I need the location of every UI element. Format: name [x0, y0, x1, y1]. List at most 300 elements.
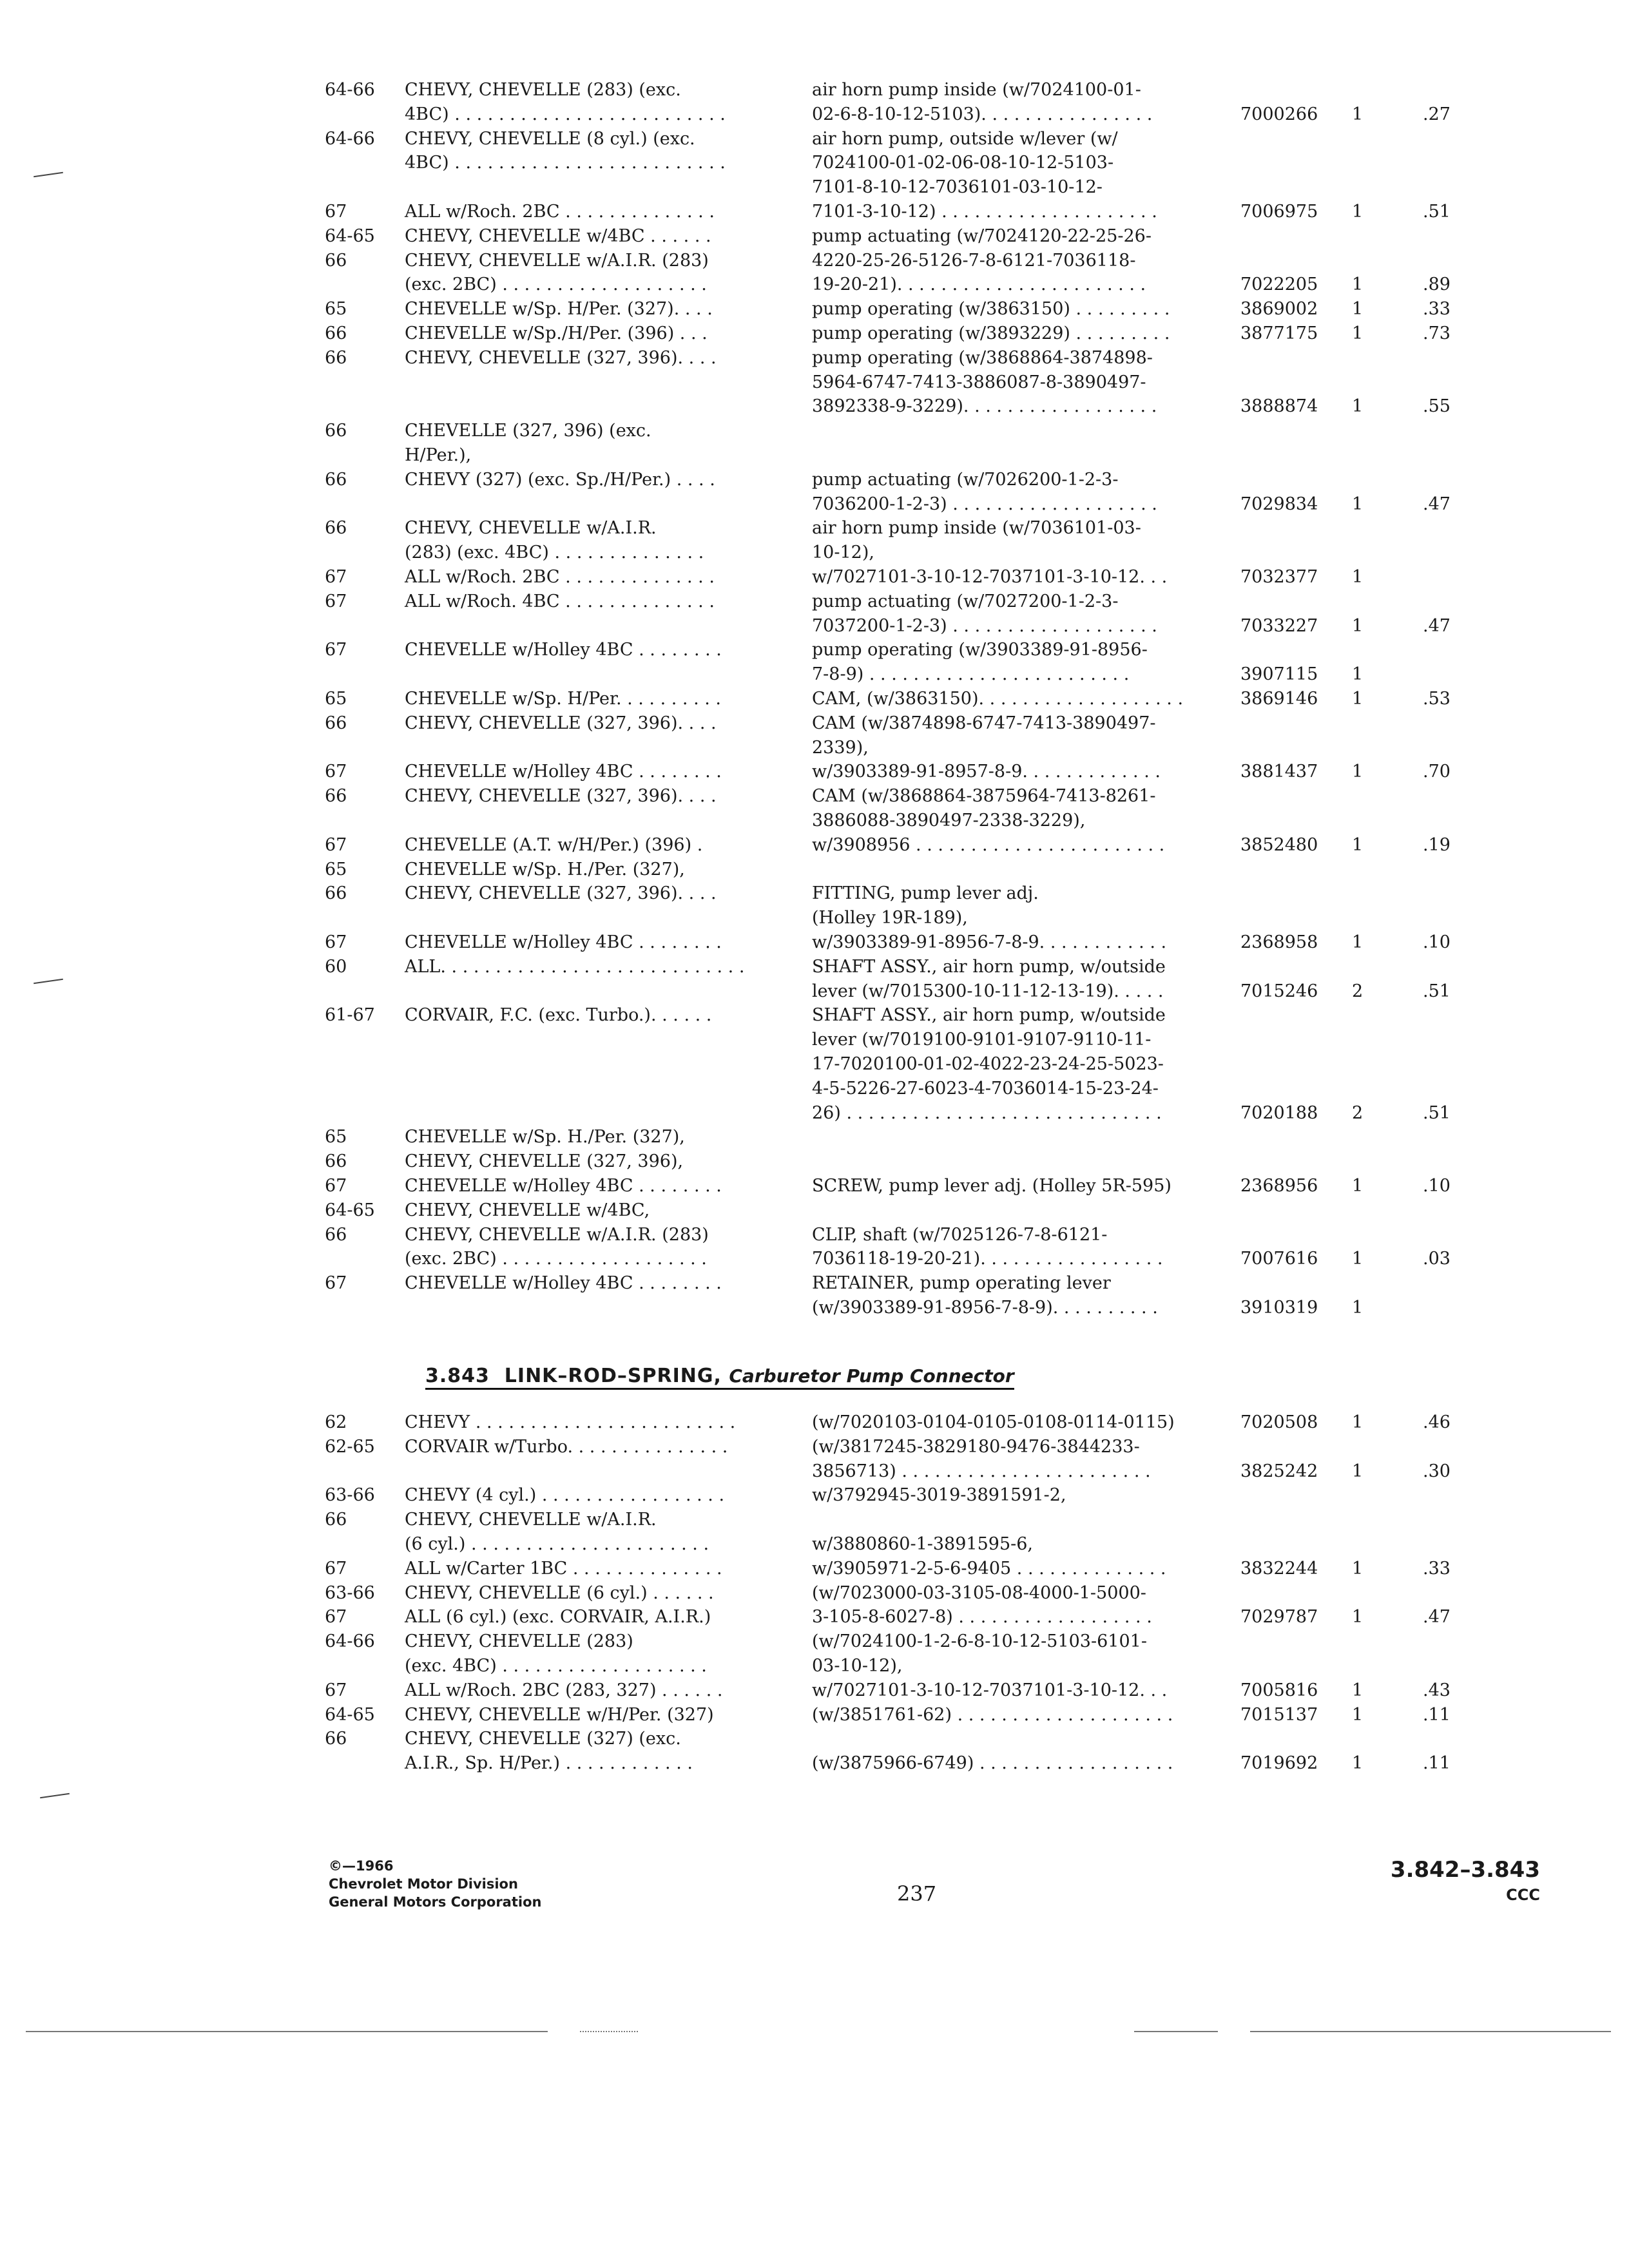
- description-cell: w/3908956 . . . . . . . . . . . . . . . . . . . . . . .: [812, 834, 1165, 855]
- table-row: [0, 1053, 1629, 1076]
- quantity-cell: 1: [1352, 494, 1364, 514]
- price-cell: .47: [1423, 494, 1451, 514]
- description-cell: 19-20-21). . . . . . . . . . . . . . . . . . . . . . .: [812, 274, 1146, 295]
- table-row: [0, 882, 1629, 905]
- model-cell: (exc. 2BC) . . . . . . . . . . . . . . . . . . .: [405, 1249, 707, 1269]
- year-cell: 67: [325, 640, 347, 660]
- model-cell: CHEVELLE (A.T. w/H/Per.) (396) .: [405, 834, 703, 855]
- year-cell: 67: [325, 762, 347, 782]
- table-row: [0, 1126, 1629, 1149]
- year-cell: 67: [325, 1176, 347, 1196]
- year-cell: 66: [325, 713, 347, 733]
- description-cell: air horn pump inside (w/7024100-01-: [812, 80, 1141, 100]
- model-cell: (exc. 2BC) . . . . . . . . . . . . . . . . . . .: [405, 274, 707, 295]
- page-number: 237: [897, 1881, 937, 1906]
- table-row: [0, 760, 1629, 783]
- quantity-cell: 2: [1352, 981, 1364, 1001]
- table-row: [0, 1508, 1629, 1532]
- year-cell: 66: [325, 323, 347, 343]
- description-cell: w/3903389-91-8957-8-9. . . . . . . . . . . . .: [812, 762, 1161, 782]
- quantity-cell: 1: [1352, 1412, 1364, 1432]
- price-cell: .43: [1423, 1680, 1451, 1700]
- model-cell: CHEVY (4 cyl.) . . . . . . . . . . . . . . . . .: [405, 1485, 725, 1506]
- part-number-cell: 7015246: [1240, 981, 1318, 1001]
- table-row: [0, 1077, 1629, 1100]
- description-cell: lever (w/7015300-10-11-12-13-19). . . . .: [812, 981, 1164, 1001]
- quantity-cell: 1: [1352, 202, 1364, 222]
- price-cell: .19: [1423, 834, 1451, 855]
- description-cell: 17-7020100-01-02-4022-23-24-25-5023-: [812, 1054, 1164, 1074]
- year-cell: 60: [325, 956, 347, 977]
- model-cell: CHEVY, CHEVELLE w/4BC,: [405, 1200, 650, 1220]
- description-cell: 3856713) . . . . . . . . . . . . . . . . . . . . . . .: [812, 1461, 1151, 1481]
- part-number-cell: 7029834: [1240, 494, 1318, 514]
- year-cell: 67: [325, 1558, 347, 1579]
- description-cell: 4-5-5226-27-6023-4-7036014-15-23-24-: [812, 1078, 1159, 1099]
- year-cell: 67: [325, 834, 347, 855]
- description-cell: air horn pump, outside w/lever (w/: [812, 128, 1118, 149]
- part-number-cell: 3910319: [1240, 1298, 1318, 1318]
- description-cell: 5964-6747-7413-3886087-8-3890497-: [812, 372, 1146, 392]
- price-cell: .10: [1423, 932, 1451, 952]
- quantity-cell: 1: [1352, 932, 1364, 952]
- table-row: [0, 931, 1629, 954]
- table-row: [0, 1004, 1629, 1027]
- model-cell: CHEVY, CHEVELLE w/A.I.R. (283): [405, 1224, 709, 1245]
- model-cell: CHEVELLE w/Sp. H/Per. (327). . . .: [405, 299, 713, 320]
- model-cell: CHEVELLE w/Holley 4BC . . . . . . . .: [405, 1176, 722, 1196]
- description-cell: 7037200-1-2-3) . . . . . . . . . . . . . . . . . . .: [812, 615, 1157, 636]
- quantity-cell: 1: [1352, 689, 1364, 709]
- model-cell: CHEVY, CHEVELLE (8 cyl.) (exc.: [405, 128, 695, 149]
- model-cell: CHEVELLE w/Sp./H/Per. (396) . . .: [405, 323, 708, 343]
- quantity-cell: 1: [1352, 834, 1364, 855]
- description-cell: 7036200-1-2-3) . . . . . . . . . . . . . . . . . . .: [812, 494, 1157, 514]
- table-row: [0, 1028, 1629, 1052]
- model-cell: CHEVY, CHEVELLE w/H/Per. (327): [405, 1704, 714, 1725]
- table-row: [0, 1752, 1629, 1775]
- model-cell: ALL. . . . . . . . . . . . . . . . . . . . . . . . . . . .: [405, 956, 745, 977]
- description-cell: w/3905971-2-5-6-9405 . . . . . . . . . . . . . .: [812, 1558, 1166, 1579]
- description-cell: (Holley 19R-189),: [812, 908, 968, 928]
- price-cell: .51: [1423, 1102, 1451, 1123]
- table-row: [0, 151, 1629, 175]
- price-cell: .70: [1423, 762, 1451, 782]
- year-cell: 67: [325, 202, 347, 222]
- model-cell: CHEVELLE w/Sp. H./Per. (327),: [405, 1127, 685, 1148]
- price-cell: .55: [1423, 396, 1451, 417]
- table-row: [0, 1679, 1629, 1702]
- model-cell: CHEVY, CHEVELLE (6 cyl.) . . . . . .: [405, 1582, 714, 1603]
- model-cell: CORVAIR w/Turbo. . . . . . . . . . . . . . .: [405, 1436, 728, 1457]
- part-number-cell: 3888874: [1240, 396, 1318, 417]
- model-cell: ALL w/Roch. 2BC . . . . . . . . . . . . . .: [405, 567, 715, 587]
- year-cell: 64-65: [325, 226, 375, 246]
- model-cell: 4BC) . . . . . . . . . . . . . . . . . . . . . . . . .: [405, 104, 726, 124]
- description-cell: (w/7023000-03-3105-08-4000-1-5000-: [812, 1582, 1146, 1603]
- description-cell: pump actuating (w/7026200-1-2-3-: [812, 469, 1119, 490]
- description-cell: pump operating (w/3863150) . . . . . . . . .: [812, 299, 1170, 320]
- year-cell: 64-65: [325, 1200, 375, 1220]
- year-cell: 61-67: [325, 1005, 375, 1026]
- description-cell: 03-10-12),: [812, 1656, 903, 1676]
- quantity-cell: 1: [1352, 1753, 1364, 1774]
- year-cell: 65: [325, 299, 347, 320]
- table-row: [0, 298, 1629, 321]
- description-cell: 7036118-19-20-21). . . . . . . . . . . . . . . . .: [812, 1249, 1163, 1269]
- description-cell: air horn pump inside (w/7036101-03-: [812, 518, 1141, 539]
- table-row: [0, 419, 1629, 443]
- model-cell: CORVAIR, F.C. (exc. Turbo.). . . . . .: [405, 1005, 712, 1026]
- year-cell: 67: [325, 1680, 347, 1700]
- quantity-cell: 1: [1352, 1558, 1364, 1579]
- description-cell: CAM (w/3868864-3875964-7413-8261-: [812, 786, 1156, 807]
- part-number-cell: 3869002: [1240, 299, 1318, 320]
- price-cell: .33: [1423, 1558, 1451, 1579]
- description-cell: 7-8-9) . . . . . . . . . . . . . . . . . . . . . . . .: [812, 664, 1130, 685]
- model-cell: CHEVY, CHEVELLE w/A.I.R.: [405, 518, 657, 539]
- table-row: [0, 1102, 1629, 1125]
- table-row: [0, 1533, 1629, 1556]
- description-cell: CAM, (w/3863150). . . . . . . . . . . . . . . . . . .: [812, 689, 1184, 709]
- description-cell: 2339),: [812, 737, 869, 758]
- table-row: [0, 444, 1629, 467]
- table-row: [0, 103, 1629, 126]
- description-cell: (w/3903389-91-8956-7-8-9). . . . . . . . . .: [812, 1298, 1158, 1318]
- bottom-rule: [580, 2031, 638, 2032]
- table-row: [0, 1150, 1629, 1173]
- description-cell: 7024100-01-02-06-08-10-12-5103-: [812, 153, 1114, 173]
- year-cell: 62-65: [325, 1436, 375, 1457]
- division-name: Chevrolet Motor Division: [329, 1876, 518, 1892]
- price-cell: .27: [1423, 104, 1451, 124]
- quantity-cell: 1: [1352, 1249, 1364, 1269]
- quantity-cell: 1: [1352, 323, 1364, 343]
- table-row: [0, 736, 1629, 760]
- description-cell: 3886088-3890497-2338-3229),: [812, 811, 1086, 831]
- year-cell: 66: [325, 250, 347, 271]
- table-row: [0, 517, 1629, 540]
- part-number-cell: 7022205: [1240, 274, 1318, 295]
- quantity-cell: 2: [1352, 1102, 1364, 1123]
- table-row: [0, 1582, 1629, 1605]
- description-cell: 7101-8-10-12-7036101-03-10-12-: [812, 177, 1103, 198]
- price-cell: .10: [1423, 1176, 1451, 1196]
- section-range: 3.842–3.843: [1390, 1857, 1540, 1883]
- year-cell: 67: [325, 1607, 347, 1628]
- quantity-cell: 1: [1352, 1704, 1364, 1725]
- price-cell: .03: [1423, 1249, 1451, 1269]
- price-cell: .33: [1423, 299, 1451, 320]
- table-row: [0, 1606, 1629, 1629]
- part-number-cell: 7029787: [1240, 1607, 1318, 1628]
- table-row: [0, 1704, 1629, 1727]
- year-cell: 64-66: [325, 128, 375, 149]
- quantity-cell: 1: [1352, 615, 1364, 636]
- year-cell: 64-66: [325, 1631, 375, 1652]
- part-number-cell: 3825242: [1240, 1461, 1318, 1481]
- catalog-code: CCC: [1506, 1886, 1540, 1904]
- part-number-cell: 7005816: [1240, 1680, 1318, 1700]
- model-cell: CHEVELLE w/Holley 4BC . . . . . . . .: [405, 1273, 722, 1294]
- model-cell: (283) (exc. 4BC) . . . . . . . . . . . . . .: [405, 543, 704, 563]
- table-row: [0, 566, 1629, 589]
- description-cell: SHAFT ASSY., air horn pump, w/outside: [812, 1005, 1166, 1026]
- model-cell: CHEVELLE w/Holley 4BC . . . . . . . .: [405, 640, 722, 660]
- year-cell: 65: [325, 1127, 347, 1148]
- table-row: [0, 273, 1629, 296]
- description-cell: w/7027101-3-10-12-7037101-3-10-12. . .: [812, 1680, 1168, 1700]
- description-cell: pump operating (w/3893229) . . . . . . . . .: [812, 323, 1170, 343]
- model-cell: CHEVY, CHEVELLE (327) (exc.: [405, 1729, 681, 1749]
- bottom-rule: [1250, 2031, 1611, 2032]
- model-cell: CHEVY, CHEVELLE w/A.I.R.: [405, 1510, 657, 1530]
- model-cell: CHEVY . . . . . . . . . . . . . . . . . . . . . . . .: [405, 1412, 736, 1432]
- table-row: [0, 956, 1629, 979]
- quantity-cell: 1: [1352, 299, 1364, 320]
- model-cell: ALL (6 cyl.) (exc. CORVAIR, A.I.R.): [405, 1607, 711, 1628]
- table-row: [0, 371, 1629, 394]
- quantity-cell: 1: [1352, 1298, 1364, 1318]
- table-row: [0, 1272, 1629, 1295]
- price-cell: .89: [1423, 274, 1451, 295]
- table-row: [0, 1175, 1629, 1198]
- table-row: [0, 639, 1629, 662]
- description-cell: 26) . . . . . . . . . . . . . . . . . . . . . . . . . . . . .: [812, 1102, 1162, 1123]
- model-cell: CHEVY, CHEVELLE (327, 396). . . .: [405, 347, 717, 368]
- model-cell: CHEVY, CHEVELLE (283): [405, 1631, 633, 1652]
- description-cell: SCREW, pump lever adj. (Holley 5R-595): [812, 1176, 1171, 1196]
- year-cell: 67: [325, 591, 347, 611]
- description-cell: 4220-25-26-5126-7-8-6121-7036118-: [812, 250, 1136, 271]
- part-number-cell: 7033227: [1240, 615, 1318, 636]
- table-row: [0, 249, 1629, 273]
- year-cell: 64-66: [325, 80, 375, 100]
- table-row: [0, 225, 1629, 248]
- bottom-rule: [1134, 2031, 1218, 2032]
- description-cell: (w/3875966-6749) . . . . . . . . . . . . . . . . . .: [812, 1753, 1173, 1774]
- table-row: [0, 1655, 1629, 1678]
- year-cell: 66: [325, 518, 347, 539]
- part-number-cell: 7015137: [1240, 1704, 1318, 1725]
- part-number-cell: 3832244: [1240, 1558, 1318, 1579]
- description-cell: w/3903389-91-8956-7-8-9. . . . . . . . . . . .: [812, 932, 1167, 952]
- table-row: [0, 200, 1629, 224]
- model-cell: (exc. 4BC) . . . . . . . . . . . . . . . . . . .: [405, 1656, 707, 1676]
- description-cell: pump actuating (w/7024120-22-25-26-: [812, 226, 1152, 246]
- table-row: [0, 176, 1629, 199]
- part-number-cell: 7000266: [1240, 104, 1318, 124]
- table-row: [0, 1557, 1629, 1581]
- table-row: [0, 1224, 1629, 1247]
- table-row: [0, 615, 1629, 638]
- part-number-cell: 7020508: [1240, 1412, 1318, 1432]
- model-cell: 4BC) . . . . . . . . . . . . . . . . . . . . . . . . .: [405, 153, 726, 173]
- model-cell: CHEVY, CHEVELLE (327, 396). . . .: [405, 713, 717, 733]
- table-row: [0, 347, 1629, 370]
- year-cell: 66: [325, 1151, 347, 1172]
- table-row: [0, 1727, 1629, 1751]
- table-row: [0, 809, 1629, 832]
- table-row: [0, 1630, 1629, 1653]
- table-row: [0, 1411, 1629, 1434]
- model-cell: CHEVY, CHEVELLE w/A.I.R. (283): [405, 250, 709, 271]
- model-cell: CHEVY, CHEVELLE (327, 396). . . .: [405, 883, 717, 904]
- section-number: 3.843: [425, 1365, 490, 1387]
- year-cell: 65: [325, 689, 347, 709]
- price-cell: .51: [1423, 981, 1451, 1001]
- part-number-cell: 3852480: [1240, 834, 1318, 855]
- model-cell: ALL w/Roch. 2BC (283, 327) . . . . . .: [405, 1680, 723, 1700]
- table-row: [0, 858, 1629, 881]
- year-cell: 66: [325, 883, 347, 904]
- description-cell: pump operating (w/3868864-3874898-: [812, 347, 1153, 368]
- part-number-cell: 7007616: [1240, 1249, 1318, 1269]
- year-cell: 65: [325, 859, 347, 879]
- part-number-cell: 7020188: [1240, 1102, 1318, 1123]
- table-row: [0, 1199, 1629, 1222]
- year-cell: 67: [325, 932, 347, 952]
- description-cell: pump operating (w/3903389-91-8956-: [812, 640, 1148, 660]
- description-cell: (w/3817245-3829180-9476-3844233-: [812, 1436, 1140, 1457]
- description-cell: (w/7020103-0104-0105-0108-0114-0115): [812, 1412, 1175, 1432]
- year-cell: 66: [325, 1510, 347, 1530]
- quantity-cell: 1: [1352, 1461, 1364, 1481]
- model-cell: CHEVELLE w/Holley 4BC . . . . . . . .: [405, 762, 722, 782]
- model-cell: H/Per.),: [405, 445, 472, 465]
- margin-mark: [40, 1793, 70, 1798]
- part-number-cell: 7019692: [1240, 1753, 1318, 1774]
- corporation-name: General Motors Corporation: [329, 1894, 542, 1910]
- table-row: [0, 1484, 1629, 1507]
- description-cell: lever (w/7019100-9101-9107-9110-11-: [812, 1030, 1152, 1050]
- table-row: [0, 468, 1629, 492]
- bottom-rule: [26, 2031, 548, 2032]
- description-cell: CAM (w/3874898-6747-7413-3890497-: [812, 713, 1156, 733]
- model-cell: CHEVY, CHEVELLE w/4BC . . . . . .: [405, 226, 711, 246]
- description-cell: RETAINER, pump operating lever: [812, 1273, 1111, 1294]
- table-row: [0, 834, 1629, 857]
- year-cell: 66: [325, 1224, 347, 1245]
- quantity-cell: 1: [1352, 664, 1364, 685]
- price-cell: .11: [1423, 1753, 1451, 1774]
- model-cell: CHEVELLE w/Sp. H./Per. (327),: [405, 859, 685, 879]
- quantity-cell: 1: [1352, 1607, 1364, 1628]
- price-cell: .47: [1423, 1607, 1451, 1628]
- table-row: [0, 785, 1629, 808]
- year-cell: 63-66: [325, 1485, 375, 1506]
- part-number-cell: 3881437: [1240, 762, 1318, 782]
- model-cell: ALL w/Roch. 2BC . . . . . . . . . . . . . .: [405, 202, 715, 222]
- table-row: [0, 907, 1629, 930]
- table-row: [0, 712, 1629, 735]
- model-cell: CHEVELLE w/Sp. H/Per. . . . . . . . . .: [405, 689, 722, 709]
- description-cell: SHAFT ASSY., air horn pump, w/outside: [812, 956, 1166, 977]
- section-subtitle: Carburetor Pump Connector: [729, 1365, 1014, 1387]
- description-cell: 02-6-8-10-12-5103). . . . . . . . . . . . . . . .: [812, 104, 1153, 124]
- table-row: [0, 663, 1629, 686]
- description-cell: (w/3851761-62) . . . . . . . . . . . . . . . . . . . .: [812, 1704, 1173, 1725]
- table-row: [0, 1436, 1629, 1459]
- model-cell: CHEVY, CHEVELLE (327, 396),: [405, 1151, 684, 1172]
- description-cell: w/3880860-1-3891595-6,: [812, 1534, 1034, 1554]
- year-cell: 66: [325, 1729, 347, 1749]
- description-cell: pump actuating (w/7027200-1-2-3-: [812, 591, 1119, 611]
- price-cell: .46: [1423, 1412, 1451, 1432]
- model-cell: ALL w/Carter 1BC . . . . . . . . . . . . . .: [405, 1558, 722, 1579]
- year-cell: 64-65: [325, 1704, 375, 1725]
- model-cell: A.I.R., Sp. H/Per.) . . . . . . . . . . . .: [405, 1753, 693, 1774]
- quantity-cell: 1: [1352, 104, 1364, 124]
- table-row: [0, 541, 1629, 564]
- table-row: [0, 980, 1629, 1003]
- model-cell: CHEVY (327) (exc. Sp./H/Per.) . . . .: [405, 469, 715, 490]
- table-row: [0, 493, 1629, 516]
- description-cell: CLIP, shaft (w/7025126-7-8-6121-: [812, 1224, 1108, 1245]
- description-cell: 3892338-9-3229). . . . . . . . . . . . . . . . . .: [812, 396, 1157, 417]
- table-row: [0, 1247, 1629, 1271]
- year-cell: 66: [325, 347, 347, 368]
- model-cell: CHEVY, CHEVELLE (327, 396). . . .: [405, 786, 717, 807]
- part-number-cell: 3907115: [1240, 664, 1318, 685]
- part-number-cell: 7006975: [1240, 202, 1318, 222]
- description-cell: w/3792945-3019-3891591-2,: [812, 1485, 1066, 1506]
- quantity-cell: 1: [1352, 1176, 1364, 1196]
- year-cell: 66: [325, 421, 347, 441]
- table-row: [0, 590, 1629, 613]
- year-cell: 67: [325, 567, 347, 587]
- table-row: [0, 128, 1629, 151]
- price-cell: .51: [1423, 202, 1451, 222]
- quantity-cell: 1: [1352, 1680, 1364, 1700]
- price-cell: .30: [1423, 1461, 1451, 1481]
- table-row: [0, 395, 1629, 418]
- part-number-cell: 2368956: [1240, 1176, 1318, 1196]
- table-row: [0, 1296, 1629, 1320]
- price-cell: .47: [1423, 615, 1451, 636]
- part-number-cell: 3869146: [1240, 689, 1318, 709]
- publisher-block: [329, 1857, 541, 1911]
- year-cell: 63-66: [325, 1582, 375, 1603]
- section-heading: [425, 1365, 1014, 1390]
- model-cell: (6 cyl.) . . . . . . . . . . . . . . . . . . . . . .: [405, 1534, 709, 1554]
- year-cell: 66: [325, 786, 347, 807]
- description-cell: (w/7024100-1-2-6-8-10-12-5103-6101-: [812, 1631, 1147, 1652]
- description-cell: FITTING, pump lever adj.: [812, 883, 1039, 904]
- part-number-cell: 3877175: [1240, 323, 1318, 343]
- description-cell: 7101-3-10-12) . . . . . . . . . . . . . . . . . . . .: [812, 202, 1157, 222]
- section-index-block: [1353, 1856, 1540, 1906]
- description-cell: 3-105-8-6027-8) . . . . . . . . . . . . . . . . . .: [812, 1607, 1152, 1628]
- year-cell: 66: [325, 469, 347, 490]
- description-cell: 10-12),: [812, 543, 874, 563]
- part-number-cell: 7032377: [1240, 567, 1318, 587]
- part-number-cell: 2368958: [1240, 932, 1318, 952]
- price-cell: .11: [1423, 1704, 1451, 1725]
- model-cell: CHEVELLE (327, 396) (exc.: [405, 421, 651, 441]
- price-cell: .53: [1423, 689, 1451, 709]
- quantity-cell: 1: [1352, 396, 1364, 417]
- model-cell: CHEVELLE w/Holley 4BC . . . . . . . .: [405, 932, 722, 952]
- price-cell: .73: [1423, 323, 1451, 343]
- copyright-notice: ©—1966: [329, 1858, 394, 1874]
- table-row: [0, 322, 1629, 345]
- table-row: [0, 687, 1629, 711]
- description-cell: w/7027101-3-10-12-7037101-3-10-12. . .: [812, 567, 1168, 587]
- table-row: [0, 1460, 1629, 1483]
- year-cell: 62: [325, 1412, 347, 1432]
- quantity-cell: 1: [1352, 762, 1364, 782]
